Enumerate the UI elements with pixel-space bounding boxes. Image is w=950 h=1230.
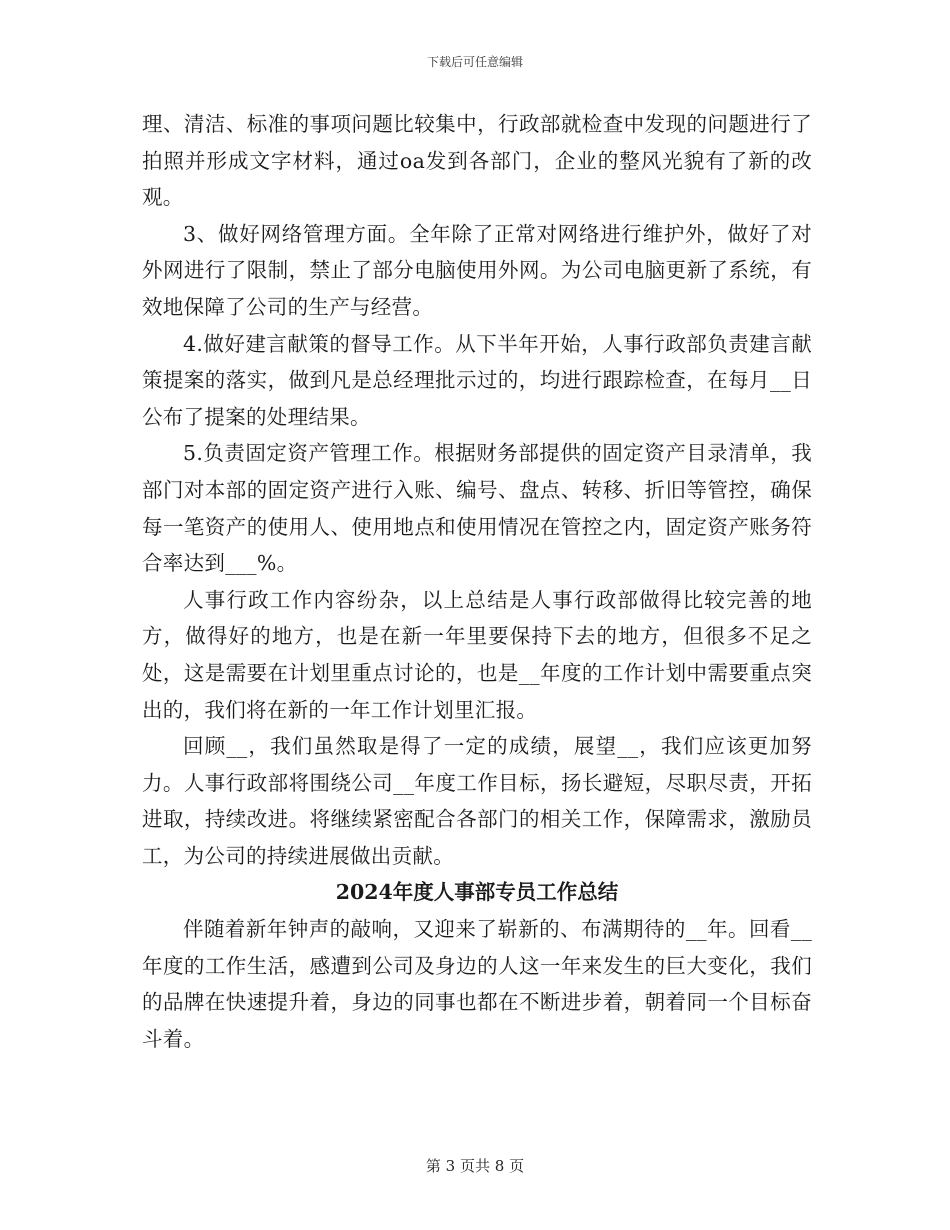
paragraph-5: 人事行政工作内容纷杂，以上总结是人事行政部做得比较完善的地方，做得好的地方，也是在新一年里要保持下去的地方，但很多不足之处，这是需要在计划里重点讨论的，也是__年度的工作计划中需要重点突出的，我们将在新的一年工作计划里汇报。 [142,587,812,722]
paragraph-1: 理、清洁、标准的事项问题比较集中，行政部就检查中发现的问题进行了拍照并形成文字材料，通过oa发到各部门，企业的整风光貌有了新的改观。 [142,112,812,210]
page-footer: 第 3 页共 8 页 [425,1157,525,1175]
paragraph-6: 回顾__，我们虽然取是得了一定的成绩，展望__，我们应该更加努力。人事行政部将围绕公司__年度工作目标，扬长避短，尽职尽责，开拓进取，持续改进。将继续紧密配合各部门的相关工作，保障需求，激励员工，为公司的持续进展做出贡献。 [142,734,812,868]
page-header: 下载后可任意编辑 [426,55,523,69]
paragraph-2: 3、做好网络管理方面。全年除了正常对网络进行维护外，做好了对外网进行了限制，禁止了部分电脑使用外网。为公司电脑更新了系统，有效地保障了公司的生产与经营。 [142,221,812,319]
paragraph-7: 伴随着新年钟声的敲响，又迎来了崭新的、布满期待的__年。回看__年度的工作生活，感遭到公司及身边的人这一年来发生的巨大变化，我们的品牌在快速提升着，身边的同事也都在不断进步着，朝着同一个目标奋斗着。 [142,917,812,1051]
document-body [142,106,812,1057]
paragraph-3: 4.做好建言献策的督导工作。从下半年开始，人事行政部负责建言献策提案的落实，做到凡是总经理批示过的，均进行跟踪检查，在每月__日公布了提案的处理结果。 [142,331,812,429]
paragraph-4: 5.负责固定资产管理工作。根据财务部提供的固定资产目录清单，我部门对本部的固定资产进行入账、编号、盘点、转移、折旧等管控，确保每一笔资产的使用人、使用地点和使用情况在管控之内，固定资产账务符合率达到___%。 [142,441,812,576]
section-heading: 2024年度人事部专员工作总结 [335,880,619,905]
